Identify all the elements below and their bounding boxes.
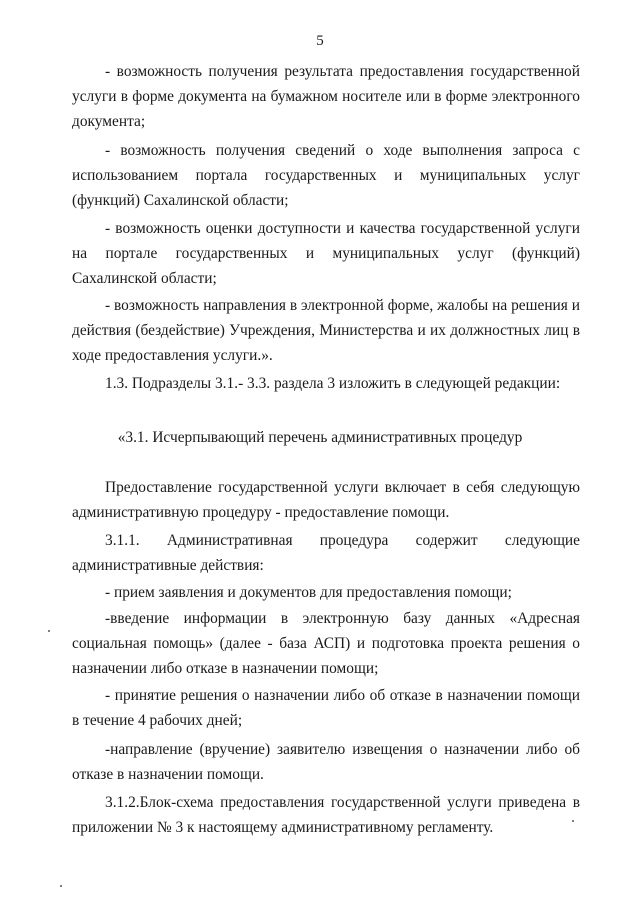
section-heading: «3.1. Исчерпывающий перечень административных процедур <box>117 429 523 446</box>
paragraph-amendment: 1.3. Подразделы 3.1.- 3.3. раздела 3 изложить в следующей редакции: <box>105 375 561 392</box>
paragraph-complaint: - возможность направления в электронной форме, жалобы на решения и действия (бездействие) Учреждения, Министерства и их должностных лиц в ходе предоставления услуги.». <box>72 297 580 364</box>
paragraph-procedure-actions: 3.1.1. Административная процедура содержит следующие административные действия: <box>72 532 580 574</box>
paragraph-quality-assessment: - возможность оценки доступности и качества государственной услуги на портале государственных и муниципальных услуг (функций) Сахалинской области; <box>72 220 580 287</box>
paragraph-request-status: - возможность получения сведений о ходе выполнения запроса с использованием портала государственных и муниципальных услуг (функций) Сахалинской области; <box>72 142 580 209</box>
page-number: 5 <box>316 33 324 49</box>
list-item-notification: -направление (вручение) заявителю извещения о назначении либо об отказе в назначении помощи. <box>72 741 580 783</box>
list-item-database-entry: -введение информации в электронную базу данных «Адресная социальная помощь» (далее - база АСП) и подготовка проекта решения о назначении либо отказе в назначении помощи; <box>72 610 580 677</box>
paragraph-result-form: - возможность получения результата предоставления государственной услуги в форме документа на бумажном носителе или в форме электронного документа; <box>72 63 580 130</box>
paragraph-service-includes: Предоставление государственной услуги включает в себя следующую административную процедуру - предоставление помощи. <box>72 479 580 521</box>
list-item-receive-application: - прием заявления и документов для предоставления помощи; <box>105 584 512 601</box>
paragraph-flowchart: 3.1.2.Блок-схема предоставления государственной услуги приведена в приложении № 3 к настоящему административному регламенту. <box>72 794 580 836</box>
scan-speck <box>48 630 50 632</box>
list-item-decision: - принятие решения о назначении либо об отказе в назначении помощи в течение 4 рабочих дней; <box>72 687 580 729</box>
scan-speck <box>60 885 62 887</box>
scan-speck <box>572 820 574 822</box>
